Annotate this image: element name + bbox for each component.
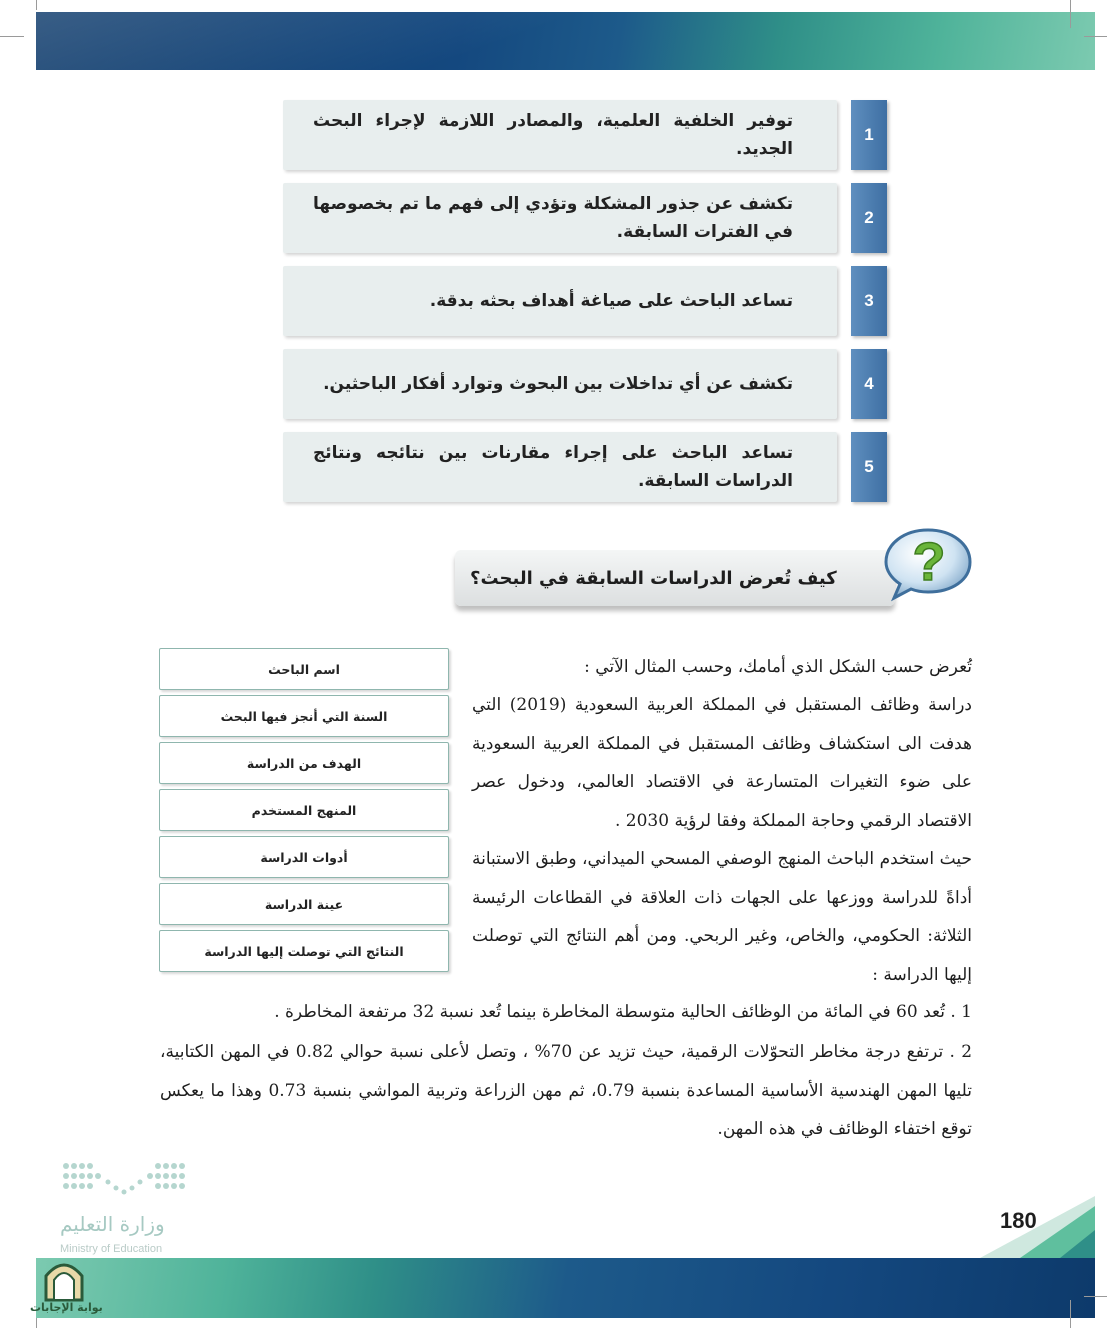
svg-text:?: ? — [912, 532, 946, 592]
question-bubble-icon — [882, 522, 974, 602]
page-number: 180 — [1000, 1208, 1037, 1233]
result-text: ترتفع درجة مخاطر التحوّلات الرقمية، حيث تزيد عن 70% ، وتصل لأعلى نسبة حوالي 0.82 في المهن الكتابية، تليها المهن الهندسية الأساسية المساعدة بنسبة 0.79، ثم مهن الزراعة وتربية المواشي بنسبة 0.73 وهذا ما يعكس توقع اختفاء الوظائف في هذه المهن. — [160, 1042, 973, 1139]
list-item — [283, 349, 837, 419]
crop-mark — [1070, 0, 1071, 28]
info-box: عينة الدراسة — [159, 883, 449, 925]
portal-logo-icon — [40, 1256, 88, 1302]
row-number-badge: 5 — [851, 432, 887, 502]
ministry-name-english: Ministry of Education — [60, 1243, 163, 1255]
footer-band — [36, 1258, 1095, 1318]
row-number-badge: 3 — [851, 266, 887, 336]
row-number-badge: 1 — [851, 100, 887, 170]
result-number: 1 . — [950, 1002, 972, 1022]
body-intro: تُعرض حسب الشكل الذي أمامك، وحسب المثال الآتي : — [584, 657, 972, 677]
info-box: السنة التي أنجز فيها البحث — [159, 695, 449, 737]
header-band — [36, 12, 1095, 70]
info-box: النتائج التي توصلت إليها الدراسة — [159, 930, 449, 972]
row-text: توفير الخلفية العلمية، والمصادر اللازمة لإجراء البحث الجديد. — [313, 111, 793, 159]
page-corner-decoration — [980, 1196, 1095, 1258]
row-text: تكشف عن جذور المشكلة وتؤدي إلى فهم ما تم بخصوصها في الفترات السابقة. — [313, 194, 793, 242]
crop-mark — [36, 1318, 37, 1328]
row-number-badge: 2 — [851, 183, 887, 253]
crop-mark — [1084, 36, 1107, 37]
info-box: الهدف من الدراسة — [159, 742, 449, 784]
info-box: أدوات الدراسة — [159, 836, 449, 878]
row-text: تكشف عن أي تداخلات بين البحوث وتوارد أفكار الباحثين. — [323, 374, 793, 394]
ministry-name-arabic: وزارة التعليم — [60, 1212, 165, 1236]
ministry-logo-icon — [60, 1160, 188, 1204]
info-box: اسم الباحث — [159, 648, 449, 690]
body-paragraph: دراسة وظائف المستقبل في المملكة العربية السعودية (2019) التي هدفت الى استكشاف وظائف المستقبل في المملكة العربية السعودية على ضوء التغيرات المتسارعة في الاقتصاد العالمي، ودخول عصر الاقتصاد الرقمي وحاجة المملكة وفقا لرؤية 2030 . — [472, 695, 972, 831]
result-item — [160, 1033, 972, 1149]
crop-mark — [0, 36, 24, 37]
crop-mark — [1084, 1296, 1107, 1297]
row-number-badge: 4 — [851, 349, 887, 419]
result-text: تُعد 60 في المائة من الوظائف الحالية متوسطة المخاطرة بينما تُعد نسبة 32 مرتفعة المخاطرة . — [274, 1002, 945, 1022]
info-box: المنهج المستخدم — [159, 789, 449, 831]
row-text: تساعد الباحث على إجراء مقارنات بين نتائجه ونتائج الدراسات السابقة. — [313, 443, 793, 491]
portal-label: بوابة الإجابات — [30, 1301, 103, 1314]
crop-mark — [1070, 1300, 1071, 1328]
list-item — [283, 266, 837, 336]
body-paragraph: حيث استخدم الباحث المنهج الوصفي المسحي الميداني، وطبق الاستبانة أداةً للدراسة ووزعها على الجهات ذات العلاقة في القطاعات الرئيسة الثلاثة: الحكومي، والخاص، وغير الربحي. ومن أهم النتائج التي توصلت إليها الدراسة : — [472, 849, 972, 985]
list-item — [283, 432, 837, 502]
list-item — [283, 183, 837, 253]
list-item — [283, 100, 837, 170]
crop-mark — [36, 0, 37, 10]
result-item — [160, 993, 972, 1032]
row-text: تساعد الباحث على صياغة أهداف بحثه بدقة. — [429, 291, 793, 311]
result-number: 2 . — [949, 1042, 973, 1062]
section-heading: كيف تُعرض الدراسات السابقة في البحث؟ — [470, 567, 837, 589]
